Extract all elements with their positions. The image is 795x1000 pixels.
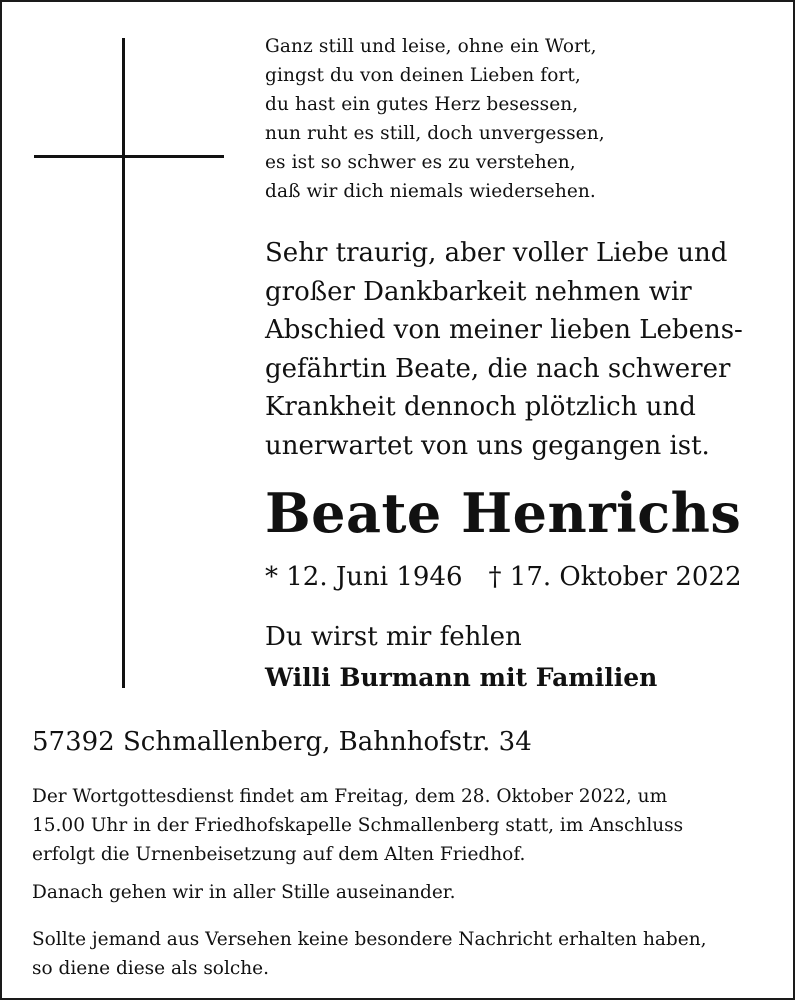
cross-horizontal-bar (34, 155, 224, 158)
farewell-line: großer Dankbarkeit nehmen wir (265, 276, 692, 307)
notice-line: Sollte jemand aus Versehen keine besondere Nachricht erhalten haben, (32, 929, 707, 950)
notice-line: so diene diese als solche. (32, 958, 269, 979)
life-dates (265, 557, 765, 597)
stillness-line: Danach gehen wir in aller Stille auseinander. (32, 882, 456, 903)
service-details (32, 782, 767, 869)
notification-note (32, 925, 767, 983)
poem-line: nun ruht es still, doch unvergessen, (265, 123, 605, 144)
poem-line: es ist so schwer es zu verstehen, (265, 152, 576, 173)
farewell-line: Krankheit dennoch plötzlich und (265, 392, 696, 422)
cross-vertical-bar (122, 38, 125, 688)
family-address: 57392 Schmallenberg, Bahnhofstr. 34 (32, 727, 532, 757)
closing-message: Du wirst mir fehlen (265, 622, 522, 652)
poem-line: Ganz still und leise, ohne ein Wort, (265, 36, 597, 57)
service-line: 15.00 Uhr in der Friedhofskapelle Schmallenberg statt, im Anschluss (32, 815, 684, 836)
poem-line: du hast ein gutes Herz besessen, (265, 94, 579, 115)
birth-date: * 12. Juni 1946 (265, 562, 463, 592)
farewell-message (265, 234, 775, 465)
poem-line: daß wir dich niemals wiedersehen. (265, 181, 596, 202)
deceased-name: Beate Henrichs (265, 481, 742, 545)
death-date: † 17. Oktober 2022 (488, 562, 742, 592)
farewell-line: Sehr traurig, aber voller Liebe und (265, 238, 728, 268)
farewell-line: Abschied von meiner lieben Lebens- (265, 315, 743, 345)
farewell-line: gefährtin Beate, die nach schwerer (265, 353, 731, 384)
mourner-signature: Willi Burmann mit Familien (265, 663, 658, 692)
service-line: Der Wortgottesdienst findet am Freitag, dem 28. Oktober 2022, um (32, 786, 668, 807)
poem-line: gingst du von deinen Lieben fort, (265, 65, 581, 86)
memorial-poem (265, 32, 765, 206)
service-line: erfolgt die Urnenbeisetzung auf dem Alten Friedhof. (32, 844, 526, 865)
stillness-note (32, 878, 767, 907)
farewell-line: unerwartet von uns gegangen ist. (265, 430, 710, 461)
